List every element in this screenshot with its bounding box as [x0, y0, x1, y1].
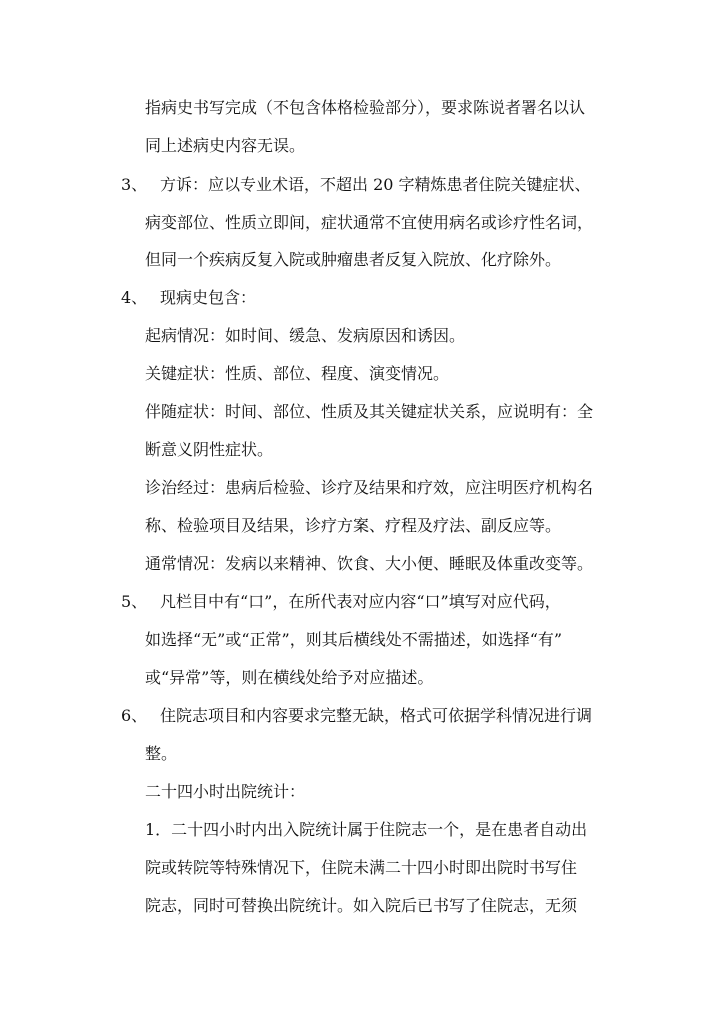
item-6-line-1: 住院志项目和内容要求完整无缺，格式可依据学科情况进行调: [160, 706, 593, 725]
section-heading: 二十四小时出院统计：: [145, 782, 306, 801]
item-5-line-1: 凡栏目中有“口”，在所代表对应内容“口”填写对应代码，: [160, 592, 561, 611]
item-4-line-2: 关键症状：性质、部位、程度、演变情况。: [145, 364, 450, 383]
item-4-line-6: 称、检验项目及结果，诊疗方案、疗程及疗法、副反应等。: [145, 516, 562, 535]
item-6-line-2: 整。: [145, 744, 178, 763]
section-item-1-line-2: 院或转院等特殊情况下，住院未满二十四小时即出院时书写住: [145, 858, 578, 877]
item-4-number: 4、: [121, 288, 148, 307]
item-4-line-7: 通常情况：发病以来精神、饮食、大小便、睡眠及体重改变等。: [145, 554, 594, 573]
section-item-1-line-3: 院志，同时可替换出院统计。如入院后已书写了住院志，无须: [145, 896, 578, 915]
item-4-line-3: 伴随症状：时间、部位、性质及其关键症状关系，应说明有：全: [145, 402, 594, 421]
item-3-line-2: 病变部位、性质立即间，症状通常不宜使用病名或诊疗性名词，: [145, 213, 594, 232]
item-4-line-5: 诊治经过：患病后检验、诊疗及结果和疗效，应注明医疗机构名: [145, 478, 594, 497]
item-3-line-1: 方诉：应以专业术语，不超出 20 字精炼患者住院关键症状、: [160, 175, 591, 194]
item-3-line-3: 但同一个疾病反复入院或肿瘤患者反复入院放、化疗除外。: [145, 250, 562, 269]
section-item-1-line-1: 1．二十四小时内出入院统计属于住院志一个，是在患者自动出: [145, 820, 588, 839]
item-3-number: 3、: [121, 175, 148, 194]
item-5-line-3: 或“异常”等，则在横线处给予对应描述。: [145, 668, 434, 687]
item-4-line-1: 起病情况：如时间、缓急、发病原因和诱因。: [145, 326, 466, 345]
continuation-line-2: 同上述病史内容无误。: [145, 136, 306, 155]
item-4-line-4: 断意义阴性症状。: [145, 440, 274, 459]
item-5-number: 5、: [121, 592, 148, 611]
item-4-title: 现病史包含：: [160, 288, 257, 307]
item-6-number: 6、: [121, 706, 148, 725]
continuation-line-1: 指病史书写完成（不包含体格检验部分），要求陈说者署名以认: [145, 98, 586, 117]
item-5-line-2: 如选择“无”或“正常”，则其后横线处不需描述，如选择“有”: [145, 630, 563, 649]
